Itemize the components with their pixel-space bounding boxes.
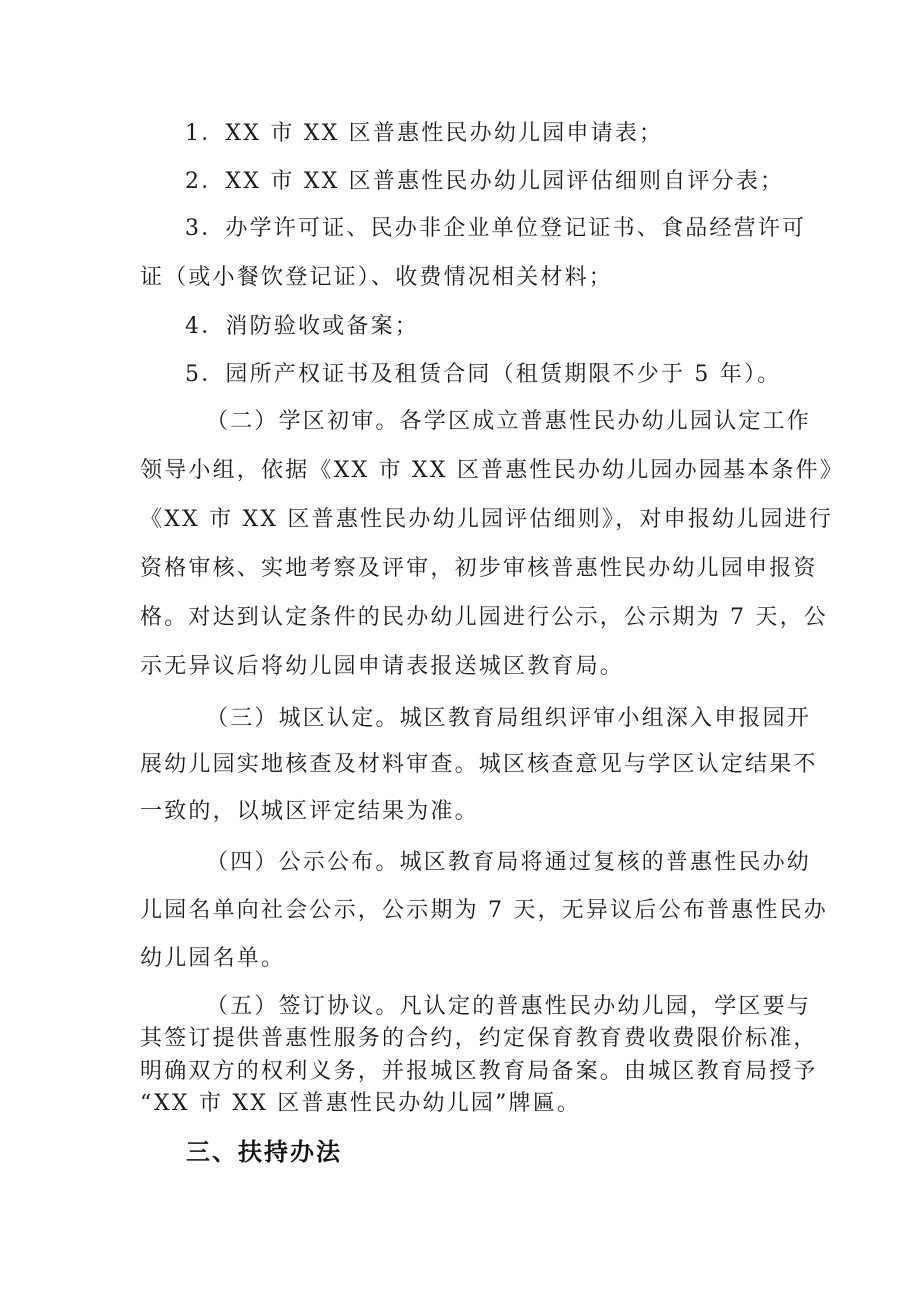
paragraph-3-line-1: （三）城区认定。城区教育局组织评审小组深入申报园开 — [206, 706, 812, 731]
list-item-1: 1．XX 市 XX 区普惠性民办幼儿园申请表； — [185, 121, 664, 146]
list-item-3: 3．办学许可证、民办非企业单位登记证书、食品经营许可 — [185, 216, 807, 241]
paragraph-2-line-3: 《XX 市 XX 区普惠性民办幼儿园评估细则》，对申报幼儿园进行 — [140, 507, 834, 532]
paragraph-5-line-1: （五）签订协议。凡认定的普惠性民办幼儿园，学区要与 — [206, 994, 812, 1019]
paragraph-2-line-2: 领导小组，依据《XX 市 XX 区普惠性民办幼儿园办园基本条件》 — [140, 458, 845, 483]
list-item-3-continued: 证（或小餐饮登记证）、收费情况相关材料； — [140, 265, 614, 290]
paragraph-4-line-1: （四）公示公布。城区教育局将通过复核的普惠性民办幼 — [206, 850, 812, 875]
paragraph-3-line-3: 一致的，以城区评定结果为准。 — [140, 799, 479, 824]
list-item-4: 4．消防验收或备案； — [185, 314, 419, 339]
paragraph-3-line-2: 展幼儿园实地核查及材料审查。城区核查意见与学区认定结果不 — [140, 752, 818, 777]
list-item-2: 2．XX 市 XX 区普惠性民办幼儿园评估细则自评分表； — [185, 169, 785, 194]
paragraph-5-line-4: “XX 市 XX 区普惠性民办幼儿园”牌匾。 — [140, 1091, 582, 1116]
paragraph-4-line-2: 儿园名单向社会公示，公示期为 7 天，无异议后公布普惠性民办 — [140, 898, 828, 923]
paragraph-2-line-1: （二）学区初审。各学区成立普惠性民办幼儿园认定工作 — [206, 409, 812, 434]
paragraph-5-line-2: 其签订提供普惠性服务的合约，约定保育教育费收费限价标准， — [140, 1026, 818, 1051]
paragraph-4-line-3: 幼儿园名单。 — [140, 946, 286, 971]
list-item-5: 5．园所产权证书及租赁合同（租赁期限不少于 5 年）。 — [185, 362, 782, 387]
paragraph-5-line-3: 明确双方的权利义务，并报城区教育局备案。由城区教育局授予 — [140, 1059, 818, 1084]
paragraph-2-line-4: 资格审核、实地考察及评审，初步审核普惠性民办幼儿园申报资 — [140, 556, 818, 581]
paragraph-2-line-5: 格。对达到认定条件的民办幼儿园进行公示，公示期为 7 天，公 — [140, 605, 828, 630]
paragraph-2-line-6: 示无异议后将幼儿园申请表报送城区教育局。 — [140, 654, 625, 679]
section-heading: 三、扶持办法 — [186, 1138, 342, 1166]
